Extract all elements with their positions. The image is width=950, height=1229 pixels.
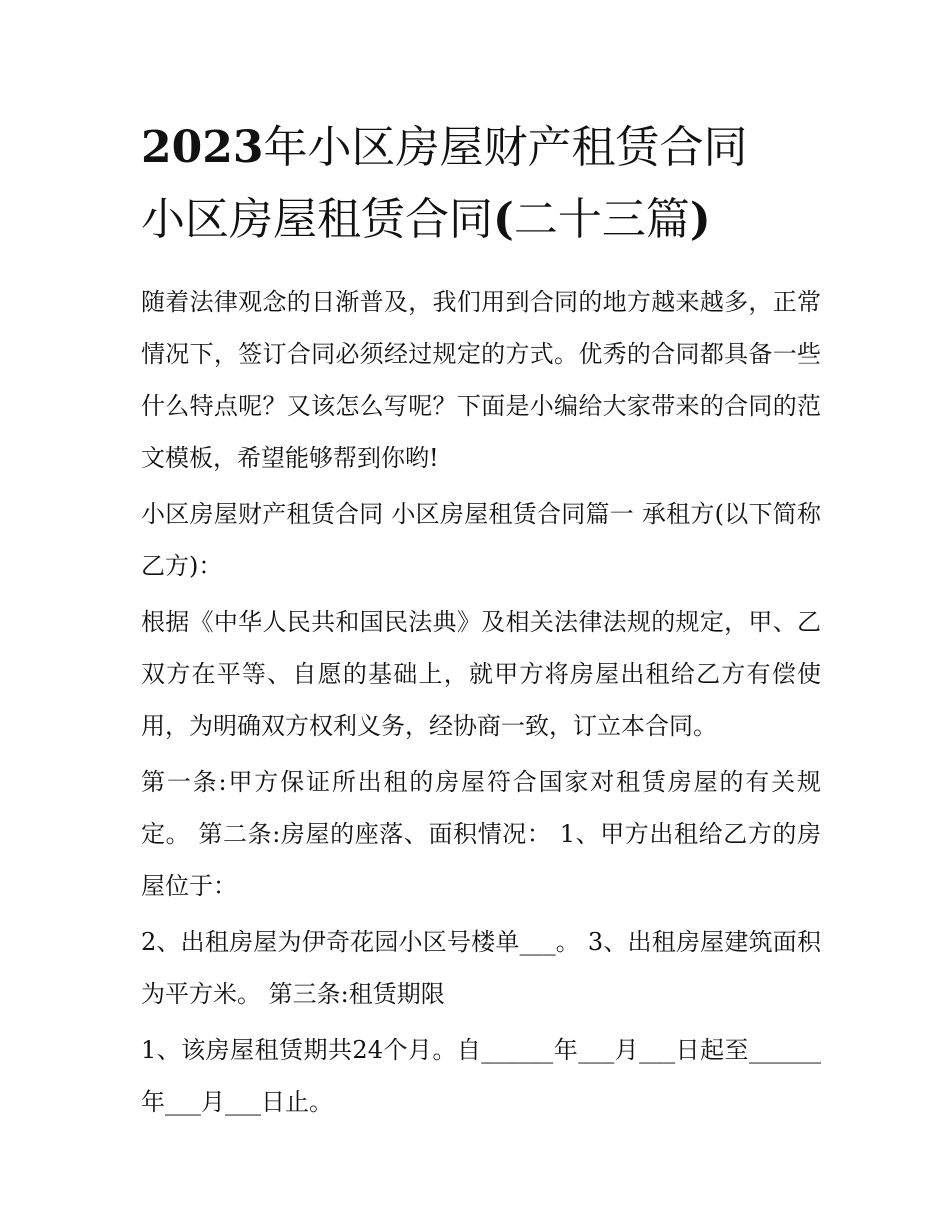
title-open-paren: ( [493, 194, 514, 245]
title-close-paren: ) [689, 194, 711, 245]
title-line-2 [141, 184, 821, 256]
paragraph-property-area: 2、出租房屋为伊奇花园小区号楼单___。 3、出租房屋建筑面积为平方米。 第三条:租赁期限 [141, 928, 821, 1008]
title-line-1 [141, 112, 821, 184]
title-line-2-text: 小区房屋租赁合同 [141, 194, 493, 245]
title-year: 2023 [141, 122, 264, 173]
paragraph-lease-term: 1、该房屋租赁期共24个月。自______年___月___日起至______年___月___日止。 [141, 1036, 821, 1116]
title-line-1-text: 年小区房屋财产租赁合同 [263, 122, 748, 173]
paragraph-intro: 随着法律观念的日渐普及，我们用到合同的地方越来越多，正常情况下，签订合同必须经过规定的方式。优秀的合同都具备一些什么特点呢？又该怎么写呢？下面是小编给大家带来的合同的范文模板，希望能够帮到你哟! [141, 288, 821, 472]
document-body [141, 112, 821, 1132]
document-title [141, 112, 821, 256]
paragraph-legal-basis: 根据《中华人民共和国民法典》及相关法律法规的规定，甲、乙双方在平等、自愿的基础上，就甲方将房屋出租给乙方有偿使用，为明确双方权利义务，经协商一致，订立本合同。 [141, 608, 821, 740]
title-paren-text: 二十三篇 [513, 194, 690, 245]
paragraph-article-1-2: 第一条:甲方保证所出租的房屋符合国家对租赁房屋的有关规定。 第二条:房屋的座落、面积情况： 1、甲方出租给乙方的房屋位于： [141, 768, 821, 900]
paragraph-heading-party: 小区房屋财产租赁合同 小区房屋租赁合同篇一 承租方(以下简称乙方)： [141, 500, 821, 580]
